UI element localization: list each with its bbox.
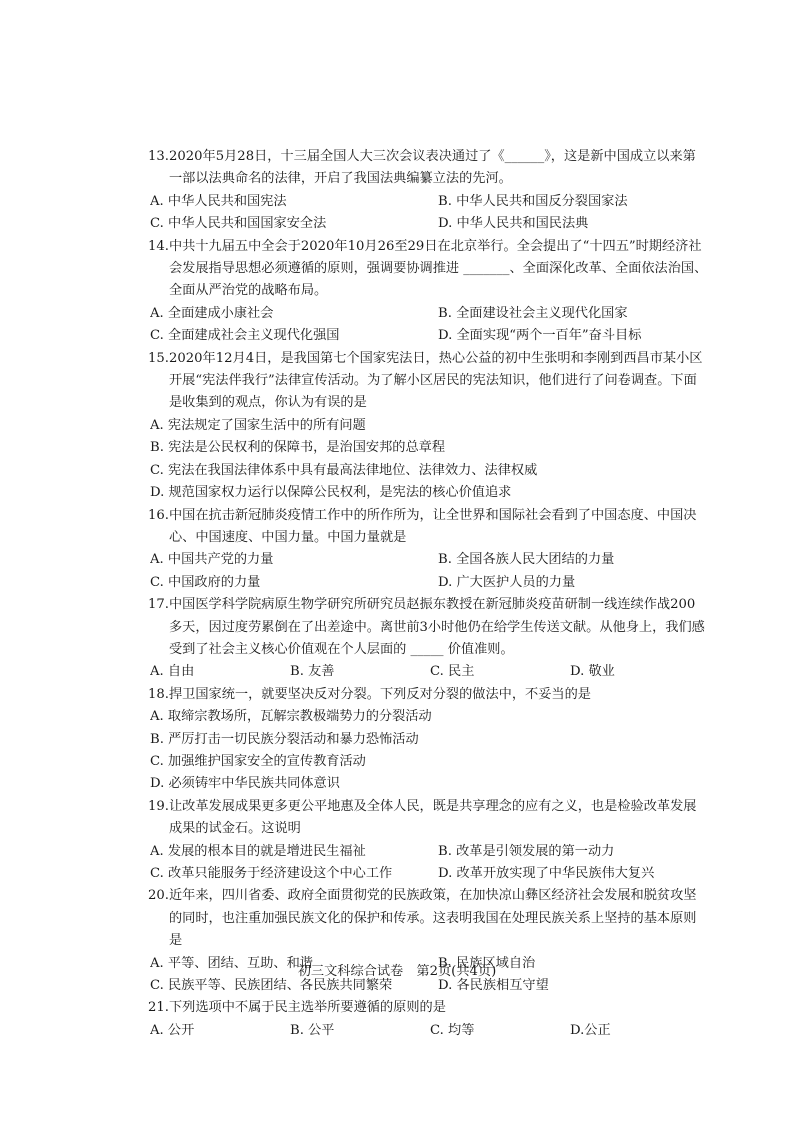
answer-option-a: A. 发展的根本目的就是增进民生福祉 bbox=[150, 843, 366, 859]
question-19 bbox=[148, 796, 708, 886]
answer-option-d: D. 各民族相互守望 bbox=[438, 978, 549, 994]
question-text: 2020年12月4日，是我国第七个国家宪法日，热心公益的初中生张明和李刚到西昌市某小区开展“宪法伴我行”法律宣传活动。为了解小区居民的宪法知识，他们进行了问卷调查。下面是收集到的观点，你认为有误的是 bbox=[168, 350, 703, 411]
question-stem bbox=[148, 684, 708, 706]
question-text: 捍卫国家统一，就要坚决反对分裂。下列反对分裂的做法中，不妥当的是 bbox=[168, 686, 591, 702]
question-stem bbox=[148, 796, 708, 841]
answer-options bbox=[148, 549, 708, 594]
answer-option-b: B. 全国各族人民大团结的力量 bbox=[438, 552, 615, 568]
answer-option-d: D. 广大医护人员的力量 bbox=[438, 574, 576, 590]
answer-option-c: C. 民族平等、民族团结、各民族共同繁荣 bbox=[150, 978, 393, 994]
answer-option-b: B. 改革是引领发展的第一动力 bbox=[438, 843, 615, 859]
answer-option-b: B. 公平 bbox=[290, 1022, 335, 1038]
answer-option-d: D. 中华人民共和国民法典 bbox=[438, 216, 589, 232]
question-stem bbox=[148, 505, 708, 550]
answer-option-b: B. 宪法是公民权利的保障书，是治国安邦的总章程 bbox=[150, 440, 446, 456]
question-number: 21. bbox=[148, 1000, 169, 1016]
answer-option-a: A. 全面建成小康社会 bbox=[150, 305, 274, 321]
question-text: 近年来，四川省委、政府全面贯彻党的民族政策，在加快凉山彝区经济社会发展和脱贫攻坚的同时，也注重加强民族文化的保护和传承。这表明我国在处理民族关系上坚持的基本原则是 bbox=[168, 888, 697, 949]
answer-options bbox=[148, 661, 708, 683]
answer-options bbox=[148, 415, 708, 505]
answer-option-a: A. 中华人民共和国宪法 bbox=[150, 193, 287, 209]
answer-option-c: C. 全面建成社会主义现代化强国 bbox=[150, 328, 340, 344]
answer-option-b: B. 全面建设社会主义现代化国家 bbox=[438, 305, 628, 321]
answer-option-d: D. 全面实现“两个一百年”奋斗目标 bbox=[438, 328, 642, 344]
question-text: 2020年5月28日，十三届全国人大三次会议表决通过了《______》，这是新中国成立以来第一部以法典命名的法律，开启了我国法典编纂立法的先河。 bbox=[168, 149, 696, 187]
answer-option-b: B. 严厉打击一切民族分裂活动和暴力恐怖活动 bbox=[150, 731, 419, 747]
answer-option-b: B. 友善 bbox=[290, 664, 335, 680]
answer-option-d: D. 必须铸牢中华民族共同体意识 bbox=[150, 776, 340, 792]
answer-option-c: C. 中华人民共和国国家安全法 bbox=[150, 216, 327, 232]
answer-option-b: B. 中华人民共和国反分裂国家法 bbox=[438, 193, 628, 209]
page-footer: 初三文科综合试卷 第2页(共4页) bbox=[297, 964, 497, 979]
question-text: 中国在抗击新冠肺炎疫情工作中的所作所为，让全世界和国际社会看到了中国态度、中国决心、中国速度、中国力量。中国力量就是 bbox=[168, 507, 697, 545]
answer-option-a: A. 平等、团结、互助、和谐 bbox=[150, 955, 313, 971]
question-number: 17. bbox=[148, 597, 169, 613]
question-list bbox=[148, 146, 708, 1042]
question-number: 14. bbox=[148, 238, 169, 254]
question-number: 15. bbox=[148, 350, 169, 366]
question-stem bbox=[148, 146, 708, 191]
question-14 bbox=[148, 236, 708, 348]
question-text: 中共十九届五中全会于2020年10月26至29日在北京举行。全会提出了“十四五”时期经济社会发展指导思想必须遵循的原则，强调要协调推进 _______、全面深化改革、全面依法治国、全面从严治党的战略布局。 bbox=[168, 238, 708, 299]
answer-options bbox=[148, 1020, 708, 1042]
answer-option-a: A. 公开 bbox=[150, 1022, 195, 1038]
answer-options bbox=[148, 706, 708, 796]
answer-options bbox=[148, 841, 708, 886]
answer-option-c: C. 中国政府的力量 bbox=[150, 574, 261, 590]
question-18 bbox=[148, 684, 708, 796]
answer-option-c: C. 改革只能服务于经济建设这个中心工作 bbox=[150, 866, 393, 881]
answer-options bbox=[148, 191, 708, 236]
question-20 bbox=[148, 885, 708, 997]
question-16 bbox=[148, 505, 708, 595]
question-13 bbox=[148, 146, 708, 236]
question-stem bbox=[148, 236, 708, 303]
answer-option-c: C. 加强维护国家安全的宣传教育活动 bbox=[150, 753, 366, 769]
question-text: 中国医学科学院病原生物学研究所研究员赵振东教授在新冠肺炎疫苗研制一线连续作战200多天，因过度劳累倒在了出差途中。离世前3小时他仍在给学生传送文献。从他身上，我们感受到了社会主义核心价值观在个人层面的 _____ 价值准则。 bbox=[168, 597, 705, 657]
answer-option-d: D. 敬业 bbox=[570, 664, 615, 680]
question-stem bbox=[148, 348, 708, 415]
answer-option-a: A. 自由 bbox=[150, 664, 195, 680]
question-text: 下列选项中不属于民主选举所要遵循的原则的是 bbox=[168, 1000, 446, 1016]
question-text: 让改革发展成果更多更公平地惠及全体人民，既是共享理念的应有之义，也是检验改革发展成果的试金石。这说明 bbox=[168, 798, 697, 837]
question-17 bbox=[148, 594, 708, 684]
question-15 bbox=[148, 348, 708, 505]
answer-option-a: A. 中国共产党的力量 bbox=[150, 552, 274, 568]
question-stem bbox=[148, 885, 708, 952]
question-number: 19. bbox=[148, 798, 169, 814]
question-number: 20. bbox=[148, 888, 169, 904]
answer-option-a: A. 取缔宗教场所，瓦解宗教极端势力的分裂活动 bbox=[150, 709, 432, 725]
question-stem bbox=[148, 997, 708, 1019]
question-stem bbox=[148, 594, 708, 661]
answer-option-c: C. 宪法在我国法律体系中具有最高法律地位、法律效力、法律权威 bbox=[150, 462, 538, 478]
question-number: 13. bbox=[148, 149, 169, 164]
answer-option-c: C. 均等 bbox=[430, 1022, 475, 1038]
question-number: 18. bbox=[148, 686, 169, 702]
answer-option-b: B. 民族区域自治 bbox=[438, 955, 536, 971]
answer-option-d: D. 改革开放实现了中华民族伟大复兴 bbox=[438, 866, 655, 881]
answer-options bbox=[148, 303, 708, 348]
answer-option-c: C. 民主 bbox=[430, 664, 475, 680]
question-number: 16. bbox=[148, 507, 169, 523]
question-21 bbox=[148, 997, 708, 1042]
answer-option-a: A. 宪法规定了国家生活中的所有问题 bbox=[150, 417, 366, 433]
answer-option-d: D.公正 bbox=[570, 1022, 611, 1038]
answer-option-d: D. 规范国家权力运行以保障公民权利，是宪法的核心价值追求 bbox=[150, 485, 512, 501]
